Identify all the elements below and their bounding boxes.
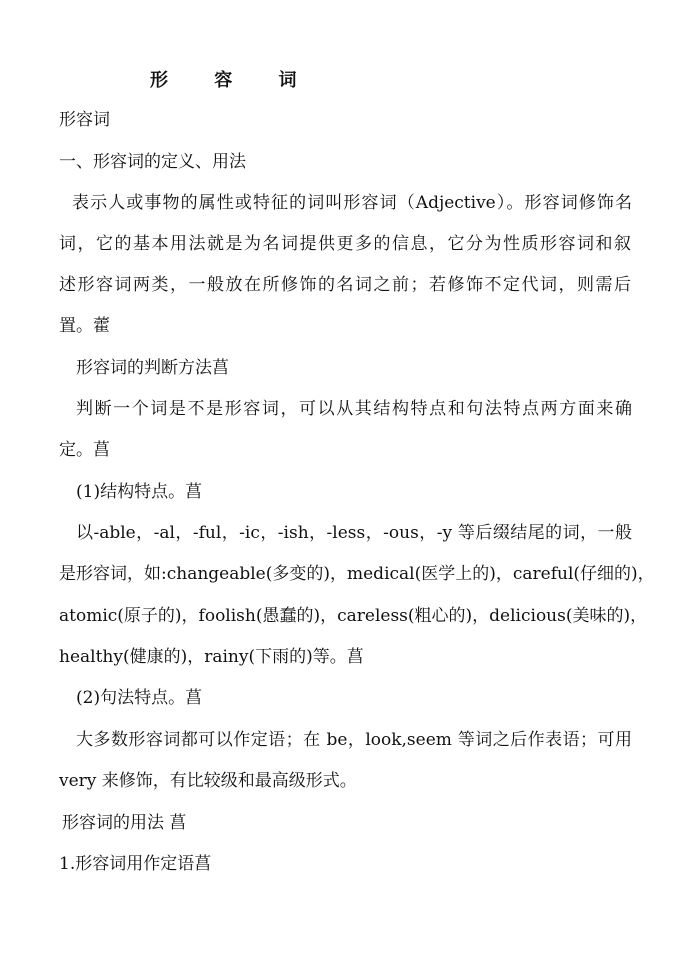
paragraph-line: atomic(原子的)，foolish(愚蠢的)，careless(粗心的)，delicious(美味的)， bbox=[59, 606, 648, 626]
subheading-judgment-method: 形容词的判断方法菖 bbox=[76, 358, 229, 378]
paragraph-line: 定。菖 bbox=[59, 440, 110, 460]
subheading-attributive-use: 1.形容词用作定语菖 bbox=[59, 854, 212, 874]
document-title: 形 容 词 bbox=[150, 70, 317, 91]
paragraph-line: 置。藿 bbox=[59, 316, 110, 336]
paragraph-line: 大多数形容词都可以作定语；在 be，look,seem 等词之后作表语；可用 bbox=[76, 730, 632, 750]
paragraph-line: very 来修饰，有比较级和最高级形式。 bbox=[59, 771, 357, 791]
subheading-structure-features: (1)结构特点。菖 bbox=[76, 482, 203, 502]
paragraph-line: 是形容词，如:changeable(多变的)，medical(医学上的)，careful(仔细的)， bbox=[59, 564, 655, 584]
heading-adjective: 形容词 bbox=[59, 110, 110, 130]
paragraph-line: 词，它的基本用法就是为名词提供更多的信息，它分为性质形容词和叙 bbox=[59, 234, 631, 254]
paragraph-line: 述形容词两类，一般放在所修饰的名词之前；若修饰不定代词，则需后 bbox=[59, 275, 631, 295]
paragraph-line: 判断一个词是不是形容词，可以从其结构特点和句法特点两方面来确 bbox=[76, 399, 632, 419]
subheading-usage: 形容词的用法 菖 bbox=[62, 813, 187, 833]
paragraph-line: 以-able，-al，-ful，-ic，-ish，-less，-ous，-y 等后缀结尾的词，一般 bbox=[76, 523, 632, 543]
subheading-syntax-features: (2)句法特点。菖 bbox=[76, 688, 203, 708]
section-heading-definition: 一、形容词的定义、用法 bbox=[59, 152, 246, 172]
paragraph-line: 表示人或事物的属性或特征的词叫形容词（Adjective）。形容词修饰名 bbox=[72, 193, 632, 213]
paragraph-line: healthy(健康的)，rainy(下雨的)等。菖 bbox=[59, 647, 364, 667]
